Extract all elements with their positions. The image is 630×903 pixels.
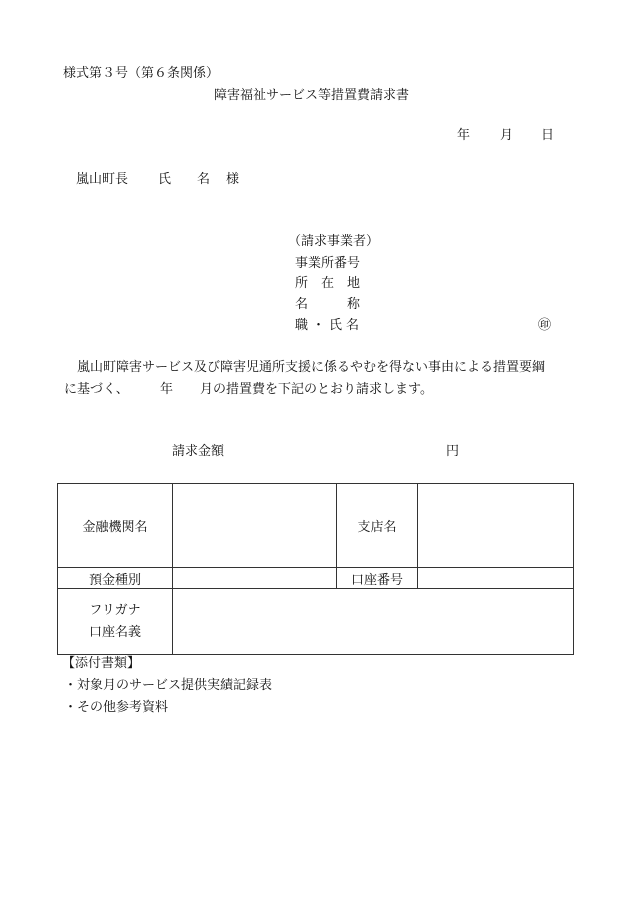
account-name-row [58,589,574,655]
claim-amount-label: 請求金額 [172,444,225,459]
addressee-town: 嵐山町長 [76,172,129,187]
address-label: 所 在 地 [295,276,361,291]
attachment-item: ・その他参考資料 [64,700,169,715]
date-year-label: 年 [457,128,471,143]
business-name-label: 名 称 [295,297,361,312]
furigana-label: フリガナ [89,602,141,618]
bank-institution-row [58,484,574,568]
account-name-field[interactable] [173,589,574,655]
body-text-line-1: 嵐山町障害サービス及び障害児通所支援に係るやむを得ない事由による措置要綱 [77,360,546,375]
account-number-field[interactable] [418,568,574,589]
institution-value-field[interactable] [173,484,337,568]
account-name-labels [58,589,173,655]
document-title: 障害福祉サービス等措置費請求書 [214,88,410,103]
attachment-item: ・対象月のサービス提供実績記録表 [64,678,273,693]
deposit-type-field[interactable] [173,568,337,589]
body-text-based-on: に基づく、 [64,382,129,397]
deposit-type-label: 預金種別 [58,568,173,589]
seal-icon: ㊞ [538,318,552,333]
office-number-label: 事業所番号 [295,256,361,271]
form-number: 様式第３号（第６条関係） [63,66,220,81]
body-text-year: 年 [160,382,174,397]
account-number-label: 口座番号 [337,568,418,589]
institution-label: 金融機関名 [58,484,173,568]
body-text-month-claim: 月の措置費を下記のとおり請求します。 [200,382,433,397]
date-month-label: 月 [500,128,514,143]
body-text-line-2 [64,382,584,398]
date-day-label: 日 [541,128,555,143]
addressee-honorific: 様 [226,172,240,187]
account-name-label: 口座名義 [88,624,141,640]
branch-label: 支店名 [337,484,418,568]
attachments-heading: 【添付書類】 [62,656,141,671]
deposit-row [58,568,574,589]
title-name-label: 職・氏名 [295,318,364,333]
claim-amount-unit: 円 [446,444,460,459]
claimant-heading: （請求事業者） [288,234,380,249]
bank-account-table [57,483,574,655]
branch-value-field[interactable] [418,484,574,568]
addressee-name-label: 氏 名 [158,172,211,187]
